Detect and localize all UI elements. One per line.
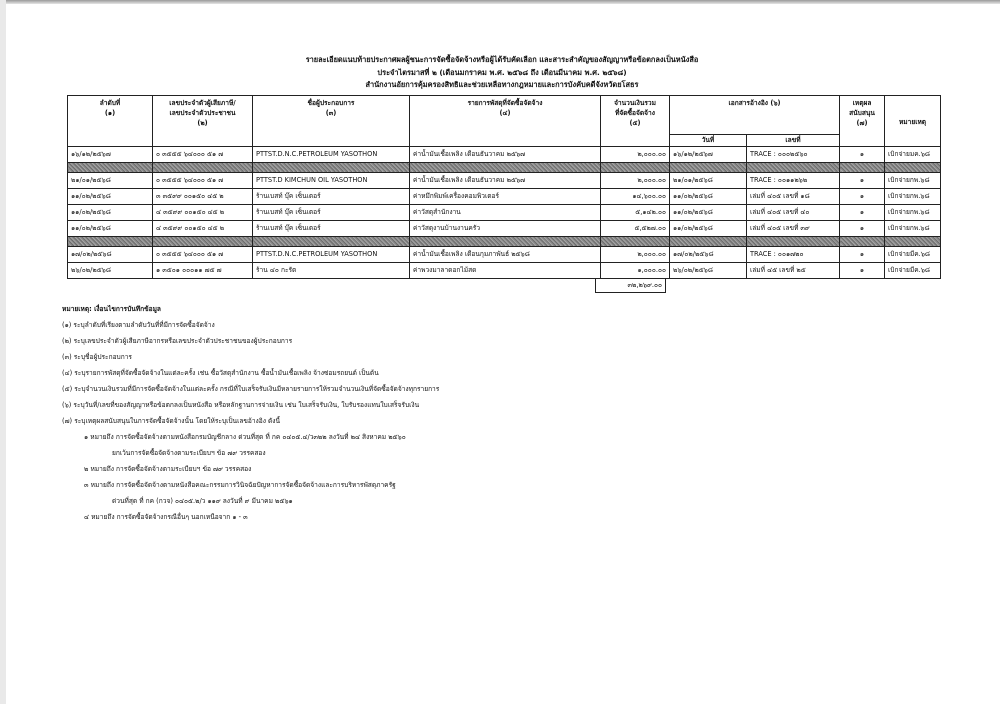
cell-ref-no: เล่มที่ ๔๐๕ เลขที่ ๑๘ — [747, 188, 840, 204]
cell-ref-no: TRACE : ๐๐๑๑๒๖๒ — [747, 172, 840, 188]
cell-seq: ๑๑/๐๒/๒๕๖๘ — [68, 188, 153, 204]
col-remark: หมายเหตุ — [885, 95, 941, 146]
redacted-cell — [68, 162, 153, 172]
redacted-cell — [885, 236, 941, 246]
title-line-3: สำนักงานอัยการคุ้มครองสิทธิและช่วยเหลือทางกฎหมายและการบังคับคดีจังหวัดยโสธร — [365, 80, 639, 89]
col-ref-date: วันที่ — [670, 134, 747, 146]
redacted-cell — [601, 162, 670, 172]
cell-taxid: ๓ ๓๕๙๙ ๐๐๑๕๐ ๔๕ ๒ — [153, 188, 253, 204]
cell-ref-date: ๒๑/๐๑/๒๕๖๘ — [670, 172, 747, 188]
document-page — [62, 54, 942, 525]
redacted-cell — [670, 162, 747, 172]
ref-item: ๒ หมายถึง การจัดซื้อจัดจ้างตามระเบียบฯ ข้อ ๗๙ วรรคสอง — [84, 464, 252, 473]
cell-amount: ๒,๐๐๐.๐๐ — [601, 146, 670, 162]
note-item: (๕) ระบุจำนวนเงินรวมที่มีการจัดซื้อจัดจ้างในแต่ละครั้ง กรณีที่ใบเสร็จรับเงินมีหลายรายการให้รวมจำนวนเงินที่จัดซื้อจัดจ้างทุกรายการ — [62, 384, 440, 393]
scan-top-edge — [6, 0, 1000, 4]
cell-reason: ๑ — [840, 220, 885, 236]
redacted-cell — [840, 162, 885, 172]
cell-ref-date: ๑๗/๐๒/๒๕๖๘ — [670, 246, 747, 262]
redacted-cell — [747, 162, 840, 172]
notes-heading: หมายเหตุ: เงื่อนไขการบันทึกข้อมูล — [62, 304, 161, 313]
cell-seq: ๑๑/๐๒/๒๕๖๘ — [68, 204, 153, 220]
redacted-cell — [253, 236, 410, 246]
redacted-cell — [410, 162, 601, 172]
cell-vendor: PTTST.D KIMCHUN OIL YASOTHON — [253, 172, 410, 188]
note-item: (๗) ระบุเหตุผลสนับสนุนในการจัดซื้อจัดจ้างนั้น โดยให้ระบุเป็นเลขอ้างอิง ดังนี้ — [62, 416, 281, 425]
table-row — [68, 172, 941, 188]
cell-taxid: ๐ ๓๕๕๕ ๖๔๐๐๐ ๕๑ ๗ — [153, 172, 253, 188]
cell-item: ค่าวัสดุสำนักงาน — [410, 204, 601, 220]
redacted-cell — [885, 162, 941, 172]
table-row — [68, 220, 941, 236]
cell-remark: เบิกจ่ายกพ.๖๘ — [885, 188, 941, 204]
redacted-cell — [601, 236, 670, 246]
cell-remark: เบิกจ่ายมีค.๖๘ — [885, 246, 941, 262]
table-row — [68, 262, 941, 278]
cell-item: ค่าวัสดุงานบ้านงานครัว — [410, 220, 601, 236]
ref-item: ๔ หมายถึง การจัดซื้อจัดจ้างกรณีอื่นๆ นอกเหนือจาก ๑ - ๓ — [84, 512, 248, 521]
title-line-1: รายละเอียดแนบท้ายประกาศผลผู้ชนะการจัดซื้อจัดจ้างหรือผู้ได้รับคัดเลือก และสาระสำคัญของสัญญาหรือข้อตกลงเป็นหนังสือ — [305, 55, 699, 64]
cell-seq: ๑๖/๑๒/๒๕๖๗ — [68, 146, 153, 162]
cell-amount: ๒,๐๐๐.๐๐ — [601, 246, 670, 262]
redacted-cell — [410, 236, 601, 246]
cell-remark: เบิกจ่ายมีค.๖๘ — [885, 262, 941, 278]
cell-remark: เบิกจ่ายกพ.๖๘ — [885, 220, 941, 236]
cell-taxid: ๐ ๓๕๕๕ ๖๔๐๐๐ ๕๑ ๗ — [153, 246, 253, 262]
notes-section — [62, 301, 942, 525]
cell-taxid: ๐ ๓๕๕๕ ๖๔๐๐๐ ๕๑ ๗ — [153, 146, 253, 162]
redacted-cell — [840, 236, 885, 246]
cell-taxid: ๔ ๓๕๙๙ ๐๐๑๕๐ ๔๕ ๒ — [153, 204, 253, 220]
cell-item: ค่าน้ำมันเชื้อเพลิง เดือนธันวาคม ๒๕๖๗ — [410, 146, 601, 162]
cell-remark: เบิกจ่ายกพ.๖๘ — [885, 172, 941, 188]
note-item: (๒) ระบุเลขประจำตัวผู้เสียภาษีอากรหรือเลขประจำตัวประชาชนของผู้ประกอบการ — [62, 336, 293, 345]
redacted-row — [68, 236, 941, 246]
cell-ref-no: TRACE : ๐๐๑๗๒๐ — [747, 246, 840, 262]
note-item: (๓) ระบุชื่อผู้ประกอบการ — [62, 352, 132, 361]
col-ref-no: เลขที่ — [747, 134, 840, 146]
cell-vendor: ร้าน ๔๐ กะรัต — [253, 262, 410, 278]
cell-ref-date: ๒๖/๐๒/๒๕๖๘ — [670, 262, 747, 278]
redacted-cell — [670, 236, 747, 246]
cell-vendor: PTTST.D.N.C.PETROLEUM YASOTHON — [253, 246, 410, 262]
cell-reason: ๑ — [840, 146, 885, 162]
col-taxid: เลขประจำตัวผู้เสียภาษี/ เลขประจำตัวประชาชน (๒) — [153, 95, 253, 146]
cell-ref-no: เล่มที่ ๔๕ เลขที่ ๒๕ — [747, 262, 840, 278]
redacted-cell — [68, 236, 153, 246]
total-amount: ๓๒,๒๖๙.๐๐ — [596, 278, 666, 292]
cell-remark: เบิกจ่ายกพ.๖๘ — [885, 204, 941, 220]
col-item: รายการพัสดุที่จัดซื้อจัดจ้าง (๔) — [410, 95, 601, 146]
table-row — [68, 146, 941, 162]
cell-amount: ๕,๕๒๗.๐๐ — [601, 220, 670, 236]
cell-vendor: ร้านเบสท์ บุ๊ค เซ็นเตอร์ — [253, 188, 410, 204]
ref-item-cont: ด่วนที่สุด ที่ กค (กวจ) ๐๔๐๕.๒/ว ๑๑๙ ลงวันที่ ๙ มีนาคม ๒๕๖๑ — [112, 496, 293, 505]
cell-seq: ๒๑/๐๑/๒๕๖๘ — [68, 172, 153, 188]
redacted-cell — [747, 236, 840, 246]
cell-ref-no: เล่มที่ ๔๐๕ เลขที่ ๔๐ — [747, 204, 840, 220]
cell-ref-date: ๑๖/๑๒/๒๕๖๗ — [670, 146, 747, 162]
title-line-2: ประจำไตรมาสที่ ๒ (เดือนมกราคม พ.ศ. ๒๕๖๘ ถึง เดือนมีนาคม พ.ศ. ๒๕๖๘) — [377, 67, 627, 77]
scan-left-edge — [0, 0, 6, 704]
col-amount: จำนวนเงินรวม ที่จัดซื้อจัดจ้าง (๕) — [601, 95, 670, 146]
redacted-cell — [153, 162, 253, 172]
cell-ref-date: ๑๑/๐๒/๒๕๖๘ — [670, 220, 747, 236]
cell-vendor: PTTST.D.N.C.PETROLEUM YASOTHON — [253, 146, 410, 162]
cell-seq: ๒๖/๐๒/๒๕๖๘ — [68, 262, 153, 278]
cell-item: ค่าน้ำมันเชื้อเพลิง เดือนธันวาคม ๒๕๖๗ — [410, 172, 601, 188]
note-item: (๖) ระบุวันที่/เลขที่ของสัญญาหรือข้อตกลงเป็นหนังสือ หรือหลักฐานการจ่ายเงิน เช่น ใบเสร็จรับเงิน, ใบรับรองแทนใบเสร็จรับเงิน — [62, 400, 420, 409]
cell-reason: ๑ — [840, 188, 885, 204]
table-row — [68, 246, 941, 262]
cell-amount: ๑๔,๖๐๐.๐๐ — [601, 188, 670, 204]
col-seq: ลำดับที่ (๑) — [68, 95, 153, 146]
col-vendor: ชื่อผู้ประกอบการ (๓) — [253, 95, 410, 146]
col-reason: เหตุผล สนับสนุน (๗) — [840, 95, 885, 146]
total-box — [595, 278, 666, 293]
cell-reason: ๑ — [840, 262, 885, 278]
cell-remark: เบิกจ่ายมค.๖๘ — [885, 146, 941, 162]
cell-vendor: ร้านเบสท์ บุ๊ค เซ็นเตอร์ — [253, 204, 410, 220]
cell-ref-date: ๑๑/๐๒/๒๕๖๘ — [670, 188, 747, 204]
cell-amount: ๕,๑๔๒.๐๐ — [601, 204, 670, 220]
cell-ref-no: เล่มที่ ๔๐๕ เลขที่ ๓๙ — [747, 220, 840, 236]
cell-reason: ๑ — [840, 204, 885, 220]
cell-taxid: ๔ ๓๕๙๙ ๐๐๑๕๐ ๔๕ ๒ — [153, 220, 253, 236]
total-wrapper — [595, 278, 942, 293]
cell-amount: ๑,๐๐๐.๐๐ — [601, 262, 670, 278]
cell-item: ค่าน้ำมันเชื้อเพลิง เดือนกุมภาพันธ์ ๒๕๖๘ — [410, 246, 601, 262]
cell-seq: ๑๗/๐๒/๒๕๖๘ — [68, 246, 153, 262]
col-ref: เอกสารอ้างอิง (๖) — [670, 95, 840, 134]
cell-amount: ๒,๐๐๐.๐๐ — [601, 172, 670, 188]
note-item: (๑) ระบุลำดับที่เรียงตามลำดับวันที่ที่มีการจัดซื้อจัดจ้าง — [62, 320, 215, 329]
cell-taxid: ๑ ๓๕๐๑ ๐๐๐๑๑ ๗๕ ๗ — [153, 262, 253, 278]
document-title — [62, 54, 942, 92]
cell-reason: ๑ — [840, 172, 885, 188]
cell-ref-no: TRACE : ๐๐๐๒๕๖๐ — [747, 146, 840, 162]
cell-ref-date: ๑๑/๐๒/๒๕๖๘ — [670, 204, 747, 220]
ref-item-cont: ยกเว้นการจัดซื้อจัดจ้างตามระเบียบฯ ข้อ ๗๙ วรรคสอง — [112, 448, 266, 457]
redacted-cell — [153, 236, 253, 246]
procurement-table — [67, 95, 941, 279]
cell-seq: ๑๑/๐๒/๒๕๖๘ — [68, 220, 153, 236]
header-row — [68, 95, 941, 134]
table-row — [68, 204, 941, 220]
cell-vendor: ร้านเบสท์ บุ๊ค เซ็นเตอร์ — [253, 220, 410, 236]
table-row — [68, 188, 941, 204]
ref-item: ๑ หมายถึง การจัดซื้อจัดจ้างตามหนังสือกรมบัญชีกลาง ด่วนที่สุด ที่ กค ๐๔๐๕.๔/ว๓๒๒ ลงวันที่ ๒๔ สิงหาคม ๒๕๖๐ — [84, 432, 406, 441]
redacted-row — [68, 162, 941, 172]
note-item: (๔) ระบุรายการพัสดุที่จัดซื้อจัดจ้างในแต่ละครั้ง เช่น ซื้อวัสดุสำนักงาน ซื้อน้ำมันเชื้อเพลิง จ้างซ่อมรถยนต์ เป็นต้น — [62, 368, 379, 377]
cell-reason: ๑ — [840, 246, 885, 262]
redacted-cell — [253, 162, 410, 172]
cell-item: ค่าหมึกพิมพ์เครื่องคอมพิวเตอร์ — [410, 188, 601, 204]
ref-item: ๓ หมายถึง การจัดซื้อจัดจ้างตามหนังสือคณะกรรมการวินิจฉัยปัญหาการจัดซื้อจัดจ้างและการบริหารพัสดุภาครัฐ — [84, 480, 396, 489]
cell-item: ค่าพวงมาลาดอกไม้สด — [410, 262, 601, 278]
